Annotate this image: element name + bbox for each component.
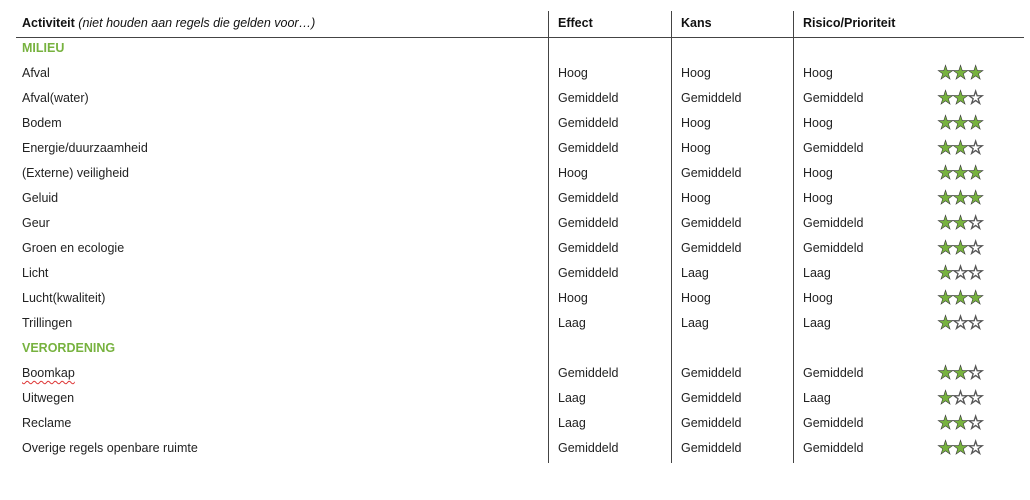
star-rating <box>937 214 982 234</box>
kans-cell: Gemiddeld <box>681 391 742 405</box>
activity-cell: (Externe) veiligheid <box>22 166 129 180</box>
activity-cell: Uitwegen <box>22 391 75 405</box>
star-rating <box>937 139 982 159</box>
star-rating <box>937 114 982 134</box>
effect-cell: Gemiddeld <box>558 91 619 105</box>
risico-cell: Hoog <box>803 191 833 205</box>
risico-cell: Hoog <box>803 116 833 130</box>
star-icon: ☆ <box>967 88 983 109</box>
header-activity-label: Activiteit <box>22 16 75 30</box>
effect-cell: Laag <box>558 316 586 330</box>
activity-cell: Geluid <box>22 191 59 205</box>
activity-cell: Boomkap <box>22 366 75 380</box>
star-icon: ★ <box>937 63 953 84</box>
risico-cell: Gemiddeld <box>803 441 864 455</box>
column-divider <box>671 11 672 463</box>
star-icon: ★ <box>952 188 968 209</box>
section-row <box>0 36 1030 61</box>
kans-cell: Hoog <box>681 291 711 305</box>
column-divider <box>793 11 794 463</box>
header-activity <box>22 11 315 36</box>
risico-cell: Hoog <box>803 166 833 180</box>
kans-cell: Gemiddeld <box>681 166 742 180</box>
effect-cell: Laag <box>558 391 586 405</box>
star-icon: ★ <box>952 138 968 159</box>
star-rating <box>937 239 982 259</box>
star-icon: ★ <box>967 163 983 184</box>
effect-cell: Hoog <box>558 66 588 80</box>
table-row <box>0 311 1030 336</box>
star-icon: ★ <box>937 138 953 159</box>
kans-cell: Hoog <box>681 116 711 130</box>
effect-cell: Gemiddeld <box>558 216 619 230</box>
star-rating <box>937 189 982 209</box>
star-icon: ★ <box>967 113 983 134</box>
kans-cell: Laag <box>681 316 709 330</box>
table-row <box>0 61 1030 86</box>
header-kans: Kans <box>681 16 712 30</box>
star-icon: ☆ <box>967 238 983 259</box>
kans-cell: Hoog <box>681 66 711 80</box>
star-icon: ★ <box>937 188 953 209</box>
star-icon: ☆ <box>967 413 983 434</box>
table-row <box>0 211 1030 236</box>
kans-cell: Gemiddeld <box>681 441 742 455</box>
header-activity-note: (niet houden aan regels die gelden voor…) <box>78 16 316 30</box>
star-icon: ★ <box>937 113 953 134</box>
risico-cell: Gemiddeld <box>803 416 864 430</box>
risico-cell: Hoog <box>803 66 833 80</box>
effect-cell: Laag <box>558 416 586 430</box>
star-icon: ☆ <box>967 263 983 284</box>
star-icon: ★ <box>937 413 953 434</box>
star-icon: ★ <box>952 288 968 309</box>
star-icon: ★ <box>952 363 968 384</box>
table-row <box>0 411 1030 436</box>
star-icon: ★ <box>937 263 953 284</box>
star-icon: ★ <box>937 163 953 184</box>
table-row <box>0 261 1030 286</box>
activity-cell: Energie/duurzaamheid <box>22 141 148 155</box>
effect-cell: Gemiddeld <box>558 241 619 255</box>
star-icon: ☆ <box>952 313 968 334</box>
kans-cell: Gemiddeld <box>681 241 742 255</box>
risico-cell: Gemiddeld <box>803 241 864 255</box>
star-icon: ☆ <box>967 438 983 459</box>
star-icon: ★ <box>952 163 968 184</box>
star-icon: ★ <box>952 88 968 109</box>
star-icon: ★ <box>952 113 968 134</box>
activity-cell: Trillingen <box>22 316 73 330</box>
star-rating <box>937 439 982 459</box>
activity-cell: Reclame <box>22 416 72 430</box>
star-icon: ★ <box>952 63 968 84</box>
star-icon: ★ <box>952 438 968 459</box>
star-rating <box>937 64 982 84</box>
kans-cell: Gemiddeld <box>681 91 742 105</box>
section-title: MILIEU <box>22 41 65 55</box>
table-header-row <box>0 11 1030 36</box>
star-icon: ☆ <box>967 363 983 384</box>
star-icon: ☆ <box>967 138 983 159</box>
risico-cell: Hoog <box>803 291 833 305</box>
effect-cell: Hoog <box>558 291 588 305</box>
section-row <box>0 336 1030 361</box>
activity-cell: Groen en ecologie <box>22 241 125 255</box>
table-row <box>0 386 1030 411</box>
header-effect: Effect <box>558 16 593 30</box>
star-icon: ☆ <box>967 313 983 334</box>
table-row <box>0 136 1030 161</box>
effect-cell: Hoog <box>558 166 588 180</box>
risico-cell: Laag <box>803 316 831 330</box>
table-row <box>0 111 1030 136</box>
activity-cell: Afval(water) <box>22 91 89 105</box>
column-divider <box>548 11 549 463</box>
kans-cell: Gemiddeld <box>681 416 742 430</box>
kans-cell: Gemiddeld <box>681 216 742 230</box>
risico-cell: Laag <box>803 266 831 280</box>
star-rating <box>937 364 982 384</box>
table-row <box>0 161 1030 186</box>
activity-cell: Overige regels openbare ruimte <box>22 441 198 455</box>
star-icon: ☆ <box>967 388 983 409</box>
activity-cell: Afval <box>22 66 50 80</box>
effect-cell: Gemiddeld <box>558 266 619 280</box>
kans-cell: Hoog <box>681 191 711 205</box>
risico-cell: Gemiddeld <box>803 91 864 105</box>
kans-cell: Laag <box>681 266 709 280</box>
kans-cell: Gemiddeld <box>681 366 742 380</box>
effect-cell: Gemiddeld <box>558 366 619 380</box>
effect-cell: Gemiddeld <box>558 116 619 130</box>
star-icon: ★ <box>937 288 953 309</box>
star-icon: ★ <box>937 438 953 459</box>
activity-cell: Bodem <box>22 116 62 130</box>
star-rating <box>937 264 982 284</box>
star-rating <box>937 289 982 309</box>
star-icon: ★ <box>952 213 968 234</box>
star-rating <box>937 389 982 409</box>
table-row <box>0 186 1030 211</box>
star-icon: ★ <box>967 288 983 309</box>
star-icon: ★ <box>937 363 953 384</box>
activity-cell: Lucht(kwaliteit) <box>22 291 106 305</box>
table-row <box>0 236 1030 261</box>
star-rating <box>937 414 982 434</box>
risico-cell: Gemiddeld <box>803 141 864 155</box>
table-row <box>0 361 1030 386</box>
star-rating <box>937 164 982 184</box>
star-icon: ★ <box>952 413 968 434</box>
effect-cell: Gemiddeld <box>558 441 619 455</box>
effect-cell: Gemiddeld <box>558 191 619 205</box>
header-risico: Risico/Prioriteit <box>803 16 896 30</box>
effect-cell: Gemiddeld <box>558 141 619 155</box>
risico-cell: Gemiddeld <box>803 366 864 380</box>
section-title: VERORDENING <box>22 341 116 355</box>
activity-cell: Geur <box>22 216 50 230</box>
star-icon: ☆ <box>967 213 983 234</box>
star-icon: ★ <box>937 313 953 334</box>
star-icon: ☆ <box>952 388 968 409</box>
star-icon: ★ <box>937 88 953 109</box>
table-row <box>0 86 1030 111</box>
risico-cell: Gemiddeld <box>803 216 864 230</box>
star-icon: ★ <box>937 388 953 409</box>
star-icon: ★ <box>937 238 953 259</box>
table-row <box>0 436 1030 461</box>
activity-cell: Licht <box>22 266 49 280</box>
star-icon: ★ <box>967 63 983 84</box>
star-icon: ☆ <box>952 263 968 284</box>
star-icon: ★ <box>937 213 953 234</box>
star-rating <box>937 314 982 334</box>
star-icon: ★ <box>967 188 983 209</box>
risico-cell: Laag <box>803 391 831 405</box>
star-icon: ★ <box>952 238 968 259</box>
star-rating <box>937 89 982 109</box>
kans-cell: Hoog <box>681 141 711 155</box>
table-row <box>0 286 1030 311</box>
